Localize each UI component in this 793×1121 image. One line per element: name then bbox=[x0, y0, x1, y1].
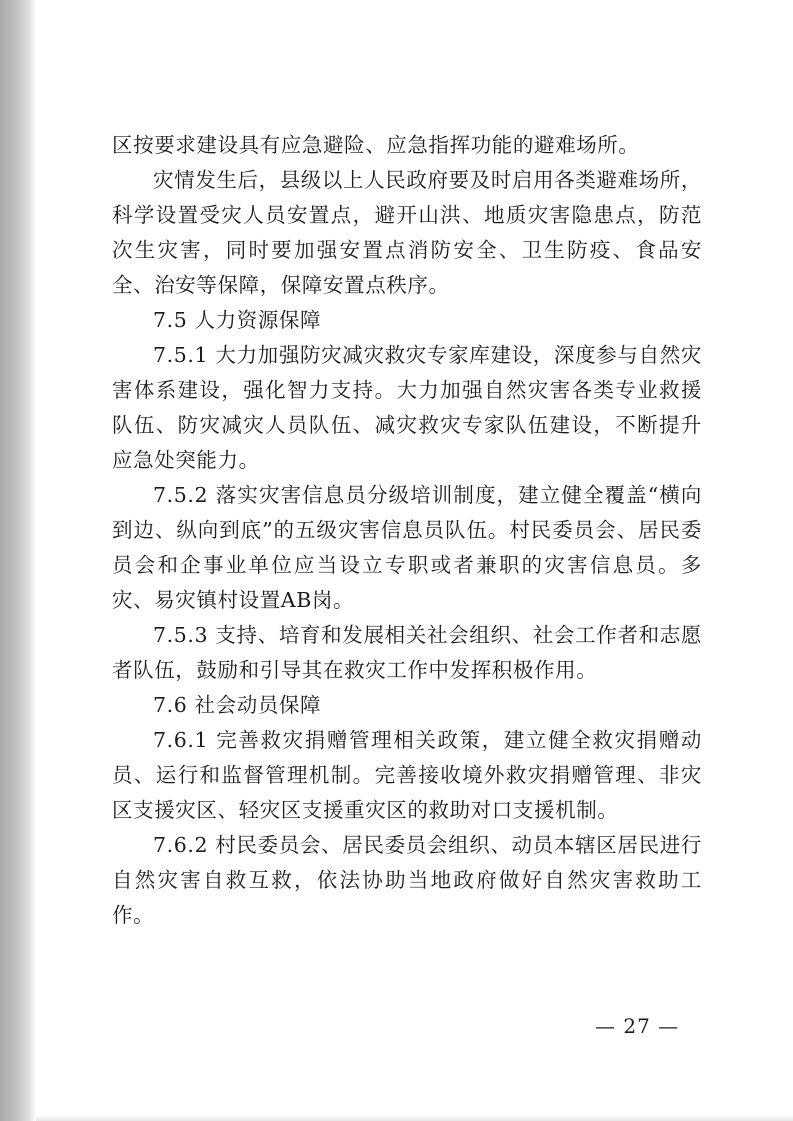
paragraph-7-5-1: 7.5.1 大力加强防灾减灾救灾专家库建设，深度参与自然灾害体系建设，强化智力支持。大力加强自然灾害各类专业救援队伍、防灾减灾人员队伍、减灾救灾专家队伍建设，不断提升应急处突能力。 bbox=[112, 343, 702, 472]
paragraph-7-6-2: 7.6.2 村民委员会、居民委员会组织、动员本辖区居民进行自然灾害自救互救，依法协助当地政府做好自然灾害救助工作。 bbox=[112, 833, 702, 927]
paragraph-shelter-activation: 灾情发生后，县级以上人民政府要及时启用各类避难场所，科学设置受灾人员安置点，避开山洪、地质灾害隐患点，防范次生灾害，同时要加强安置点消防安全、卫生防疫、食品安全、治安等保障，保障安置点秩序。 bbox=[112, 168, 702, 297]
scan-shadow-edge bbox=[0, 0, 36, 1121]
section-heading-7-5: 7.5 人力资源保障 bbox=[153, 308, 322, 332]
paragraph-7-5-2: 7.5.2 落实灾害信息员分级培训制度，建立健全覆盖“横向到边、纵向到底”的五级灾害信息员队伍。村民委员会、居民委员会和企事业单位应当设立专职或者兼职的灾害信息员。多灾、易灾镇村设置AB岗。 bbox=[112, 483, 702, 612]
paragraph-continuation: 区按要求建设具有应急避险、应急指挥功能的避难场所。 bbox=[112, 133, 640, 157]
paragraph-7-6-1: 7.6.1 完善救灾捐赠管理相关政策，建立健全救灾捐赠动员、运行和监督管理机制。完善接收境外救灾捐赠管理、非灾区支援灾区、轻灾区支援重灾区的救助对口支援机制。 bbox=[112, 728, 702, 822]
document-body bbox=[112, 128, 702, 933]
scan-bottom-edge bbox=[36, 1115, 793, 1121]
paragraph-7-5-3: 7.5.3 支持、培育和发展相关社会组织、社会工作者和志愿者队伍，鼓励和引导其在救灾工作中发挥积极作用。 bbox=[112, 623, 702, 682]
section-heading-7-6: 7.6 社会动员保障 bbox=[153, 693, 322, 717]
page-number: — 27 — bbox=[595, 1014, 680, 1038]
